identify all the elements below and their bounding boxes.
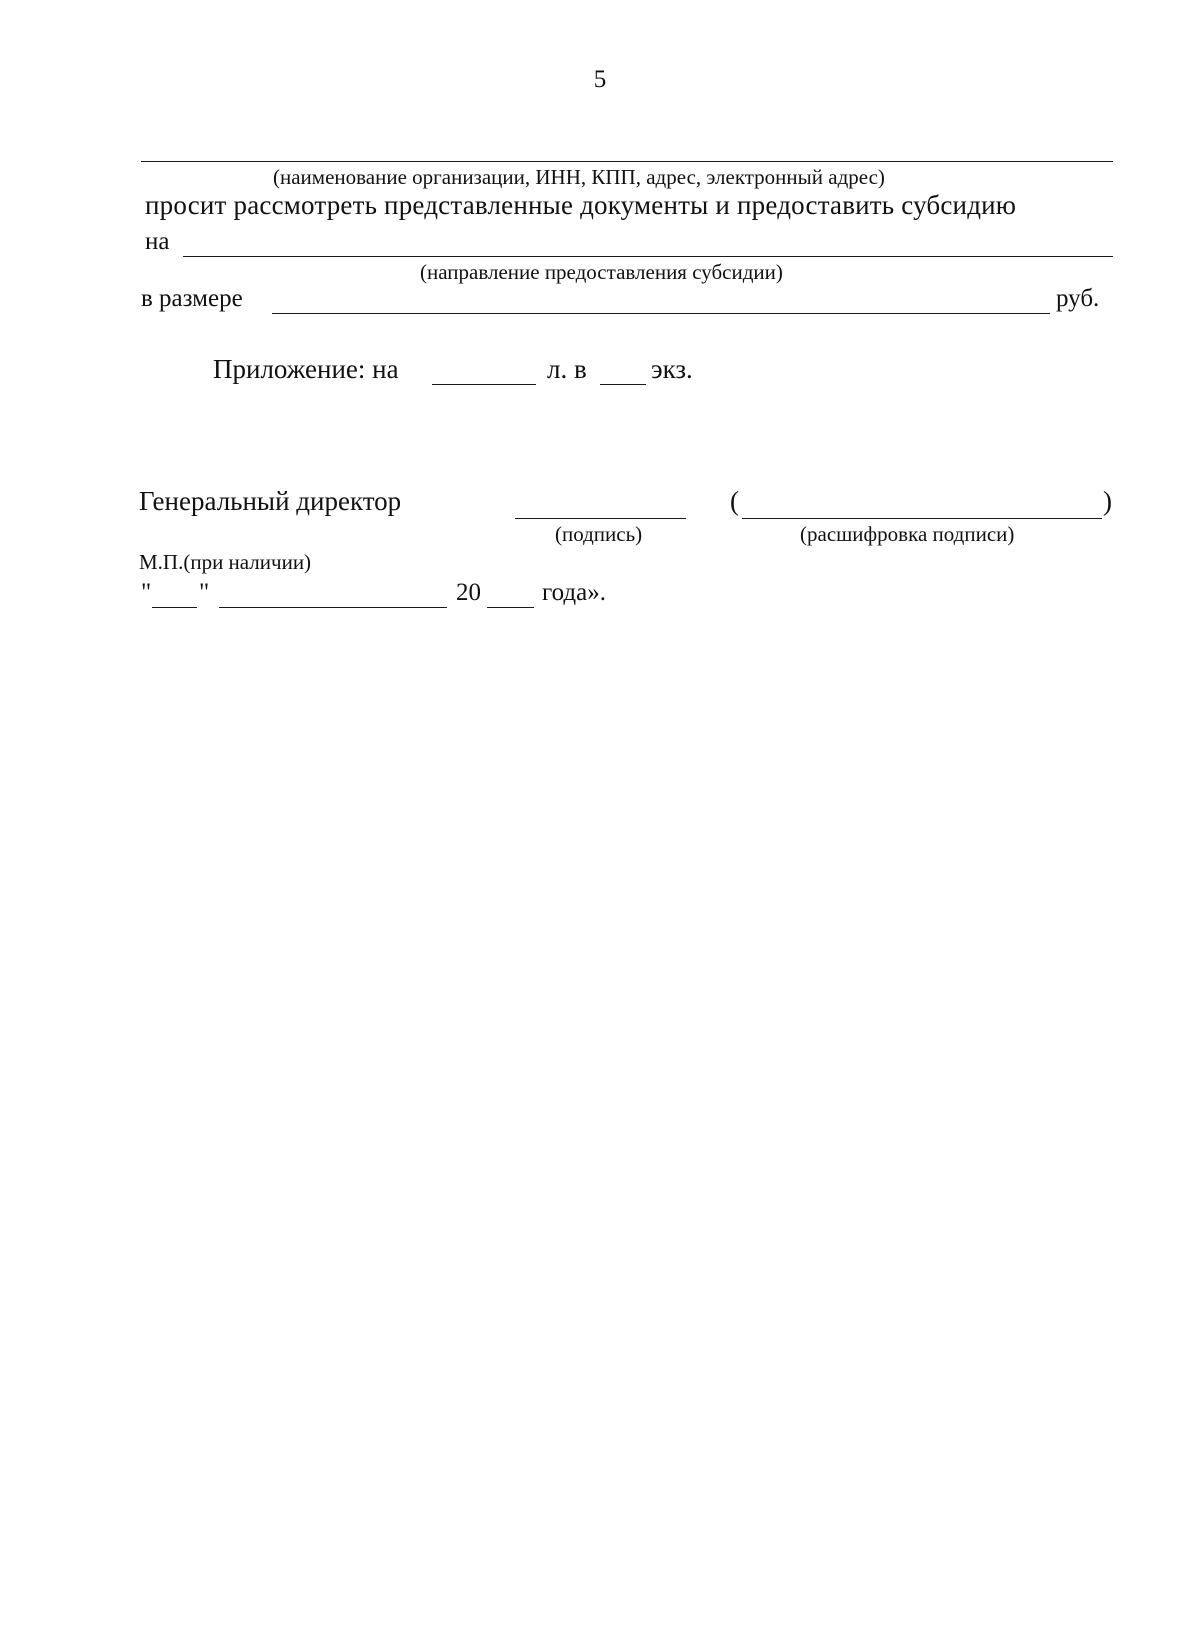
page-number: 5 bbox=[593, 66, 607, 93]
direction-field-line bbox=[183, 256, 1113, 257]
amount-field-line bbox=[272, 313, 1050, 314]
organization-caption: (наименование организации, ИНН, КПП, адрес, электронный адрес) bbox=[273, 165, 885, 189]
date-day-line bbox=[152, 607, 197, 608]
direction-label: на bbox=[145, 228, 170, 255]
attachment-copies-label: экз. bbox=[651, 354, 693, 384]
attachment-copies-line bbox=[600, 384, 646, 385]
attachment-label: Приложение: на bbox=[213, 354, 399, 384]
date-century: 20 bbox=[456, 579, 481, 606]
signature-caption: (подпись) bbox=[555, 522, 643, 546]
decoding-caption: (расшифровка подписи) bbox=[800, 522, 1015, 546]
stamp-note: М.П.(при наличии) bbox=[139, 550, 312, 574]
currency-label: руб. bbox=[1056, 285, 1100, 312]
decoding-open-paren: ( bbox=[730, 486, 739, 516]
attachment-sheets-label: л. в bbox=[547, 354, 587, 384]
signature-field-line bbox=[515, 518, 686, 519]
decoding-field-line bbox=[742, 518, 1102, 519]
decoding-close-paren: ) bbox=[1103, 486, 1112, 516]
attachment-sheets-line bbox=[432, 384, 536, 385]
date-quote-close: " bbox=[199, 579, 210, 606]
organization-field-line bbox=[141, 161, 1113, 162]
date-month-line bbox=[219, 607, 447, 608]
direction-caption: (направление предоставления субсидии) bbox=[420, 260, 783, 284]
request-text: просит рассмотреть представленные документы и предоставить субсидию bbox=[145, 190, 1017, 220]
amount-label: в размере bbox=[141, 285, 243, 312]
date-suffix: года». bbox=[542, 579, 606, 606]
date-quote-open: " bbox=[141, 579, 152, 606]
signer-position: Генеральный директор bbox=[139, 486, 402, 516]
date-year-line bbox=[487, 607, 534, 608]
